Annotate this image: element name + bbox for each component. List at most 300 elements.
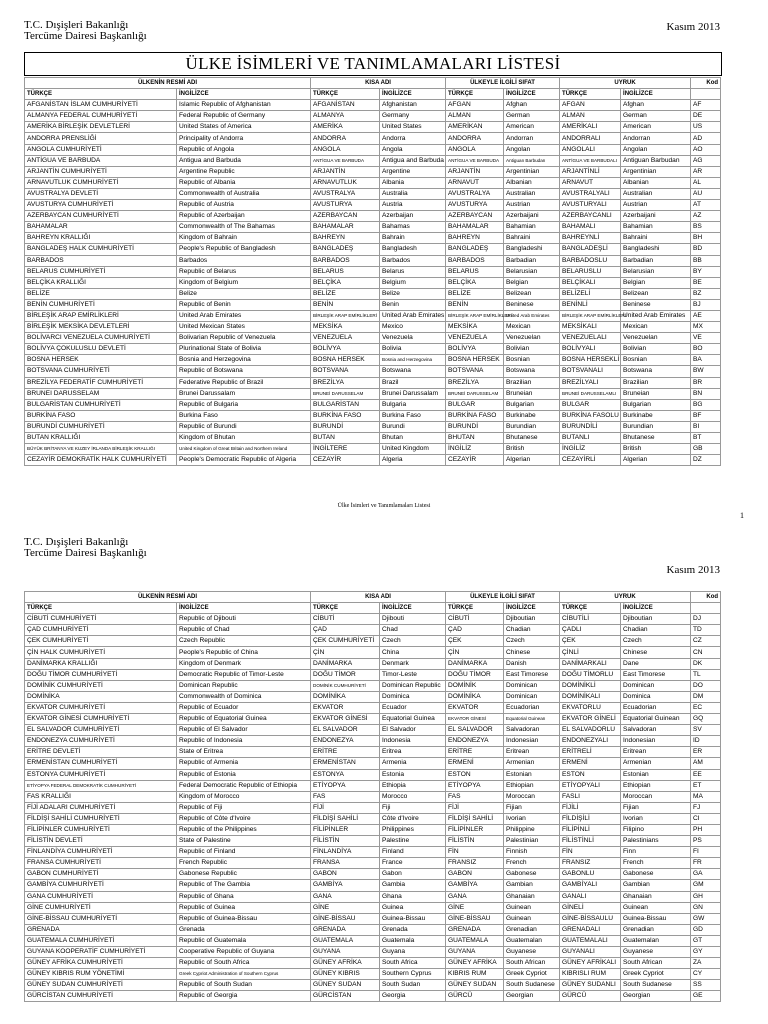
table-cell: BİRLEŞİK MEKSİKA DEVLETLERİ — [25, 322, 177, 333]
table-cell: Andorra — [380, 133, 446, 144]
table-cell: Bangladeshi — [621, 244, 691, 255]
table-cell: GA — [691, 869, 721, 880]
table-cell: AZ — [691, 211, 721, 222]
table-cell: ESTON — [560, 769, 621, 780]
table-cell: GİNE-BİSSAU CUMHURİYETİ — [25, 913, 177, 924]
table-cell: Georgian — [504, 991, 560, 1002]
table-cell: BELARUSLU — [560, 266, 621, 277]
table-cell: Republic of Botswana — [177, 366, 311, 377]
table-cell: Ghana — [380, 891, 446, 902]
table-cell: AU — [691, 188, 721, 199]
table-cell: AMERİKALI — [560, 122, 621, 133]
table-cell: Gambian — [504, 880, 560, 891]
table-cell: DOMİNİKA — [25, 691, 177, 702]
table-cell: FİLİPİNLİ — [560, 824, 621, 835]
table-cell: ANTİGUA VE BARBUDA — [311, 155, 380, 166]
table-cell: ENDONEZYA — [446, 736, 504, 747]
table-cell: AFGANİSTAN İSLAM CUMHURİYETİ — [25, 100, 177, 111]
table-cell: Palestine — [380, 836, 446, 847]
table-cell: ARNAVUT — [446, 177, 504, 188]
table-cell: DANİMARKALI — [560, 658, 621, 669]
table-cell: Chad — [380, 625, 446, 636]
table-cell: Guinea-Bissau — [380, 913, 446, 924]
table-cell: Palestinian — [504, 836, 560, 847]
table-cell: British — [504, 444, 560, 455]
table-cell: GÜRCÜ — [560, 991, 621, 1002]
table-cell: Argentinian — [504, 166, 560, 177]
table-cell: Algeria — [380, 455, 446, 466]
table-cell: BURUNDİLİ — [560, 421, 621, 432]
table-row — [25, 211, 721, 222]
table-cell: Kingdom of Belgium — [177, 277, 311, 288]
table-cell: VENEZUELA — [446, 333, 504, 344]
table-cell: VENEZUELALI — [560, 333, 621, 344]
table-cell: French Republic — [177, 858, 311, 869]
table-cell: GN — [691, 902, 721, 913]
table-row — [25, 824, 721, 835]
table-cell: Federal Republic of Germany — [177, 111, 311, 122]
table-cell: DOĞU TİMOR CUMHURİYETİ — [25, 669, 177, 680]
table-cell: DOĞU TİMOR — [311, 669, 380, 680]
table-cell: GAMBİYA CUMHURİYETİ — [25, 880, 177, 891]
table-cell: BURUNDİ CUMHURİYETİ — [25, 421, 177, 432]
table-cell: DOMİNİK — [446, 680, 504, 691]
table-cell: United States — [380, 122, 446, 133]
table-cell: DANİMARKA KRALLIĞI — [25, 658, 177, 669]
table-cell: Guinean — [504, 902, 560, 913]
table-cell: BARBADOS — [25, 255, 177, 266]
table-cell: BUTANLI — [560, 433, 621, 444]
table-row — [25, 902, 721, 913]
table-cell: Guinean — [504, 913, 560, 924]
table-row — [25, 166, 721, 177]
table-cell: MA — [691, 791, 721, 802]
table-cell: FİLİSTİN DEVLETİ — [25, 836, 177, 847]
table-cell: Republic of South Africa — [177, 958, 311, 969]
table-cell: EKVATOR GİNESİ — [446, 714, 504, 725]
table-cell: GRENADA — [446, 924, 504, 935]
table-cell: AMERİKA BİRLEŞİK DEVLETLERİ — [25, 122, 177, 133]
table-cell: ERİTRE DEVLETİ — [25, 747, 177, 758]
table-cell: Commonwealth of Australia — [177, 188, 311, 199]
subheader-cell: İNGİLİZCE — [504, 603, 560, 614]
table-cell: GB — [691, 444, 721, 455]
table-cell: Republic of Burundi — [177, 421, 311, 432]
document-date: Kasım 2013 — [666, 21, 720, 33]
table-cell: Grenadian — [621, 924, 691, 935]
table-cell: GÜRCİSTAN CUMHURİYETİ — [25, 991, 177, 1002]
table-cell: BENİNLİ — [560, 299, 621, 310]
table-cell: GRENADALI — [560, 924, 621, 935]
table-cell: Armenian — [621, 758, 691, 769]
table-cell: GUATEMALA — [446, 935, 504, 946]
table-cell: Andorran — [504, 133, 560, 144]
table-cell: Greek Cypriot — [621, 969, 691, 980]
table-cell: BOLİVYA — [446, 344, 504, 355]
table-cell: Bangladesh — [380, 244, 446, 255]
subheader-cell: TÜRKÇE — [25, 603, 177, 614]
table-cell: Denmark — [380, 658, 446, 669]
table-cell: FİLİPİNLER — [446, 824, 504, 835]
table-cell: BZ — [691, 288, 721, 299]
table-cell: GRENADA — [25, 924, 177, 935]
table-cell: South African — [504, 958, 560, 969]
table-cell: BREZİLYA — [311, 377, 380, 388]
table-cell: BELARUS — [311, 266, 380, 277]
table-cell: Albania — [380, 177, 446, 188]
table-cell: GQ — [691, 714, 721, 725]
table-cell: Bulgarian — [621, 399, 691, 410]
table-cell: VENEZUELA — [311, 333, 380, 344]
table-row — [25, 858, 721, 869]
table-cell: BANGLADEŞ — [311, 244, 380, 255]
table-cell: ERMENİSTAN CUMHURİYETİ — [25, 758, 177, 769]
table-cell: BB — [691, 255, 721, 266]
table-cell: BRUNEI DARUSSELAM — [25, 388, 177, 399]
table-cell: Belize — [177, 288, 311, 299]
table-cell: MX — [691, 322, 721, 333]
table-cell: AZERBAYCAN — [446, 211, 504, 222]
table-cell: BARBADOSLU — [560, 255, 621, 266]
table-cell: Bahamian — [621, 222, 691, 233]
table-cell: BD — [691, 244, 721, 255]
table-cell: Ghanaian — [621, 891, 691, 902]
table-cell: GAMBİYA — [311, 880, 380, 891]
table-cell: CİBUTİ — [311, 614, 380, 625]
group-header-cell: Kod — [691, 592, 721, 603]
table-cell: Republic of Benin — [177, 299, 311, 310]
table-cell: People's Republic of Bangladesh — [177, 244, 311, 255]
table-cell: Gabonese Republic — [177, 869, 311, 880]
table-cell: BELARUS CUMHURİYETİ — [25, 266, 177, 277]
table-cell: MEKSİKA — [446, 322, 504, 333]
table-cell: ÇAD — [446, 625, 504, 636]
table-cell: GW — [691, 913, 721, 924]
table-cell: ÇEK CUMHURİYETİ — [25, 636, 177, 647]
table-cell: BURKİNA FASO — [311, 410, 380, 421]
table-cell: ARNAVUTLUK CUMHURİYETİ — [25, 177, 177, 188]
table-row — [25, 299, 721, 310]
column-group-header — [25, 592, 721, 603]
table-cell: Burkina Faso — [380, 410, 446, 421]
table-cell: BHUTAN — [446, 433, 504, 444]
table-cell: United Arab Emirates — [380, 310, 446, 321]
table-cell: GABONLU — [560, 869, 621, 880]
table-cell: Djibouti — [380, 614, 446, 625]
table-cell: GÜNEY SUDAN — [446, 980, 504, 991]
table-cell: Antiguan Barbudan — [504, 155, 560, 166]
table-cell: ETİYOPYA FEDERAL DEMOKRATİK CUMHURİYETİ — [25, 780, 177, 791]
table-cell: GH — [691, 891, 721, 902]
table-cell: FAS — [446, 791, 504, 802]
table-cell: BURUNDİ — [446, 421, 504, 432]
table-cell: Cooperative Republic of Guyana — [177, 947, 311, 958]
table-cell: BW — [691, 366, 721, 377]
table-cell: BELİZELİ — [560, 288, 621, 299]
table-cell: Barbados — [177, 255, 311, 266]
table-cell: AVUSTRALYALI — [560, 188, 621, 199]
table-cell: GABON — [446, 869, 504, 880]
department-name: Tercüme Dairesi Başkanlığı — [24, 547, 147, 559]
table-cell: Guyanese — [621, 947, 691, 958]
table-cell: AVUSTURYALI — [560, 200, 621, 211]
table-cell: Ghanaian — [504, 891, 560, 902]
table-row — [25, 288, 721, 299]
table-row — [25, 188, 721, 199]
table-row — [25, 333, 721, 344]
table-cell: DOMİNİKA — [311, 691, 380, 702]
table-cell: GUYANA — [311, 947, 380, 958]
table-row — [25, 658, 721, 669]
subheader-cell: İNGİLİZCE — [177, 603, 311, 614]
table-cell: GABON — [311, 869, 380, 880]
table-cell: Bulgaria — [380, 399, 446, 410]
table-cell: GANA — [311, 891, 380, 902]
table-cell: BELİZE — [25, 288, 177, 299]
table-cell: AZERBAYCAN CUMHURİYETİ — [25, 211, 177, 222]
table-cell: GÜNEY AFRİKA CUMHURİYETİ — [25, 958, 177, 969]
table-cell: FRANSA CUMHURİYETİ — [25, 858, 177, 869]
country-table — [24, 77, 721, 466]
table-row — [25, 880, 721, 891]
table-cell: Bosnia and Herzegovina — [380, 355, 446, 366]
table-cell: BİRLEŞİK ARAP EMİRLİKLERİ — [560, 310, 621, 321]
table-cell: South Sudanese — [621, 980, 691, 991]
table-cell: BREZİLYA FEDERATİF CUMHURİYETİ — [25, 377, 177, 388]
table-cell: United Mexican States — [177, 322, 311, 333]
subheader-cell: İNGİLİZCE — [380, 89, 446, 100]
table-cell: GM — [691, 880, 721, 891]
table-cell: BENİN — [311, 299, 380, 310]
table-cell: Argentine — [380, 166, 446, 177]
table-cell: Greek Cypriot Administration of Southern Cyprus — [177, 969, 311, 980]
table-cell: BOTSVANALI — [560, 366, 621, 377]
table-cell: Burkinabe — [504, 410, 560, 421]
table-cell: Antigua and Barbuda — [380, 155, 446, 166]
table-cell: Palestinians — [621, 836, 691, 847]
table-cell: BY — [691, 266, 721, 277]
table-cell: British — [621, 444, 691, 455]
table-cell: BOSNA HERSEK — [311, 355, 380, 366]
table-cell: Benin — [380, 299, 446, 310]
table-cell: BT — [691, 433, 721, 444]
table-cell: DJ — [691, 614, 721, 625]
table-cell: El Salvador — [380, 725, 446, 736]
table-cell: VE — [691, 333, 721, 344]
table-row — [25, 444, 721, 455]
table-cell: Kingdom of Bahrain — [177, 233, 311, 244]
table-cell: Brunei Darussalam — [177, 388, 311, 399]
table-cell: Antiguan Barbudan — [621, 155, 691, 166]
table-cell: ESTON — [446, 769, 504, 780]
table-cell: ARJANTİN — [446, 166, 504, 177]
table-cell: GE — [691, 991, 721, 1002]
table-cell: DOĞU TİMOR — [446, 669, 504, 680]
table-cell: Azerbaijan — [380, 211, 446, 222]
table-cell: Republic of Ecuador — [177, 702, 311, 713]
table-row — [25, 780, 721, 791]
table-cell: Bulgarian — [504, 399, 560, 410]
table-cell: ÇİNLİ — [560, 647, 621, 658]
table-cell: BAHAMALAR — [446, 222, 504, 233]
subheader-cell: TÜRKÇE — [446, 89, 504, 100]
table-cell: Dominican — [504, 680, 560, 691]
table-cell: Bahraini — [504, 233, 560, 244]
table-cell: BG — [691, 399, 721, 410]
table-cell: FİNLANDİYA — [311, 847, 380, 858]
table-cell: Finnish — [504, 847, 560, 858]
table-cell: FİLDİŞİLİ — [560, 813, 621, 824]
table-cell: Beninese — [621, 299, 691, 310]
table-cell: Republic of Chad — [177, 625, 311, 636]
table-cell: AVUSTURYA — [446, 200, 504, 211]
table-cell: ÇİN — [311, 647, 380, 658]
table-cell: BELARUS — [446, 266, 504, 277]
table-cell: GRENADA — [311, 924, 380, 935]
table-cell: Republic of Guinea — [177, 902, 311, 913]
group-header-cell: KISA ADI — [311, 78, 446, 89]
table-cell: GİNE — [446, 902, 504, 913]
table-cell: Czech Republic — [177, 636, 311, 647]
table-cell: Republic of Ghana — [177, 891, 311, 902]
subheader-cell: İNGİLİZCE — [621, 89, 691, 100]
table-cell: ARJANTİN — [311, 166, 380, 177]
table-cell: Dominica — [380, 691, 446, 702]
table-cell: Côte d'Ivoire — [380, 813, 446, 824]
table-cell: BAHREYNLİ — [560, 233, 621, 244]
table-cell: South Africa — [380, 958, 446, 969]
table-cell: ANTİGUA VE BARBUDA — [25, 155, 177, 166]
table-cell: TL — [691, 669, 721, 680]
table-cell: Republic of Indonesia — [177, 736, 311, 747]
table-cell: Ethiopia — [380, 780, 446, 791]
table-cell: Republic of The Gambia — [177, 880, 311, 891]
table-cell: Barbadian — [621, 255, 691, 266]
table-cell: Estonia — [380, 769, 446, 780]
table-cell: Bosnia and Herzegovina — [177, 355, 311, 366]
table-cell: Republic of Estonia — [177, 769, 311, 780]
table-row — [25, 769, 721, 780]
table-cell: ERMENİSTAN — [311, 758, 380, 769]
table-cell: İNGİLTERE — [311, 444, 380, 455]
table-row — [25, 758, 721, 769]
table-cell: ANGOLA — [446, 144, 504, 155]
table-cell: State of Eritrea — [177, 747, 311, 758]
table-cell: FİN — [560, 847, 621, 858]
table-cell: Republic of Armenia — [177, 758, 311, 769]
table-cell: Southern Cyprus — [380, 969, 446, 980]
table-cell: Estonian — [504, 769, 560, 780]
table-cell: Albanian — [621, 177, 691, 188]
table-row — [25, 958, 721, 969]
table-cell: BOSNA HERSEK — [446, 355, 504, 366]
table-cell: GY — [691, 947, 721, 958]
table-cell: GİNE-BİSSAU — [311, 913, 380, 924]
table-cell: American — [504, 122, 560, 133]
table-cell: AT — [691, 200, 721, 211]
table-cell: Grenada — [380, 924, 446, 935]
table-cell: AF — [691, 100, 721, 111]
table-cell: BJ — [691, 299, 721, 310]
table-cell: GANA CUMHURİYETİ — [25, 891, 177, 902]
table-cell: GUYANALI — [560, 947, 621, 958]
table-cell: AVUSTRALYA — [446, 188, 504, 199]
table-row — [25, 388, 721, 399]
table-cell: FİJİ ADALARI CUMHURİYETİ — [25, 802, 177, 813]
table-cell: BARBADOS — [311, 255, 380, 266]
table-cell: Philippines — [380, 824, 446, 835]
table-cell: AL — [691, 177, 721, 188]
table-cell: BANGLADEŞLİ — [560, 244, 621, 255]
table-cell: BURKİNA FASOLU — [560, 410, 621, 421]
table-row — [25, 791, 721, 802]
table-cell: Mexican — [621, 322, 691, 333]
table-cell: BOLİVYA — [311, 344, 380, 355]
table-cell: Botswana — [621, 366, 691, 377]
table-cell: Ecuador — [380, 702, 446, 713]
table-cell: Austria — [380, 200, 446, 211]
country-table — [24, 591, 721, 1002]
document-date: Kasım 2013 — [666, 564, 720, 576]
table-cell: Afghanistan — [380, 100, 446, 111]
table-cell: ETİYOPYALI — [560, 780, 621, 791]
table-cell: Botswana — [380, 366, 446, 377]
table-cell: Equatorial Guinea — [380, 714, 446, 725]
table-cell: Chadian — [621, 625, 691, 636]
table-cell: GAMBİYA — [446, 880, 504, 891]
table-cell: Chadian — [504, 625, 560, 636]
table-cell: Venezuelan — [504, 333, 560, 344]
table-cell: Belgium — [380, 277, 446, 288]
column-subheader — [25, 89, 721, 100]
table-cell: ERMENİ — [446, 758, 504, 769]
table-row — [25, 433, 721, 444]
table-cell: Botswana — [504, 366, 560, 377]
table-cell: ALMANYA — [311, 111, 380, 122]
table-cell: Republic of Georgia — [177, 991, 311, 1002]
table-row — [25, 714, 721, 725]
table-cell: GİNE CUMHURİYETİ — [25, 902, 177, 913]
table-row — [25, 133, 721, 144]
table-cell: DOMİNİKALI — [560, 691, 621, 702]
table-cell: PS — [691, 836, 721, 847]
table-cell: Czech — [621, 636, 691, 647]
table-cell: Gabonese — [504, 869, 560, 880]
subheader-cell: TÜRKÇE — [560, 89, 621, 100]
table-cell: BOSNA HERSEK — [25, 355, 177, 366]
table-row — [25, 233, 721, 244]
table-cell: AVUSTURYA — [311, 200, 380, 211]
table-cell: ETİYOPYA — [311, 780, 380, 791]
table-cell: Guyana — [380, 947, 446, 958]
table-row — [25, 935, 721, 946]
table-cell: Bruneian — [621, 388, 691, 399]
table-cell: ENDONEZYA CUMHURİYETİ — [25, 736, 177, 747]
table-row — [25, 680, 721, 691]
table-row — [25, 455, 721, 466]
table-cell: AVUSTURYA CUMHURİYETİ — [25, 200, 177, 211]
table-cell: Angolan — [504, 144, 560, 155]
table-cell: EL SALVADOR — [446, 725, 504, 736]
table-cell: Guinean — [621, 902, 691, 913]
table-row — [25, 869, 721, 880]
table-cell: DANİMARKA — [311, 658, 380, 669]
table-cell: Brazilian — [504, 377, 560, 388]
table-cell: AFGANİSTAN — [311, 100, 380, 111]
table-cell: BELÇİKA — [446, 277, 504, 288]
table-cell: Indonesian — [621, 736, 691, 747]
table-cell: Republic of Guinea-Bissau — [177, 913, 311, 924]
